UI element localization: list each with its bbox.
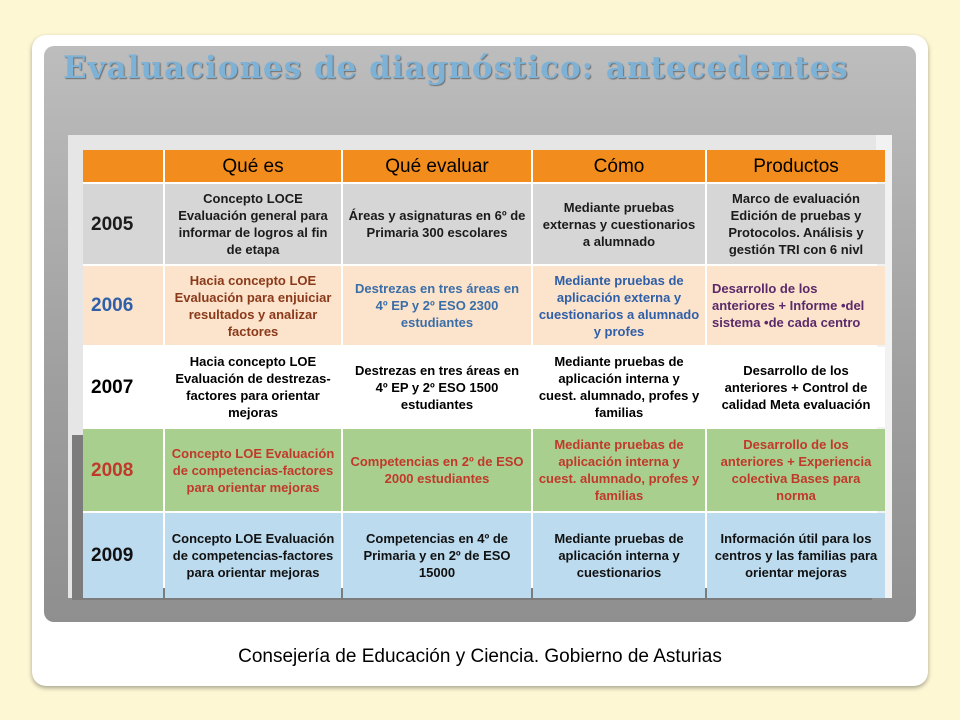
row-2009-year: 2009 <box>83 513 163 598</box>
header-cell-que-evaluar: Qué evaluar <box>343 150 531 182</box>
header-cell-productos: Productos <box>707 150 885 182</box>
evaluation-table <box>83 150 877 588</box>
row-2008-como: Mediante pruebas de aplicación interna y cuest. alumnado, profes y familias <box>533 429 705 511</box>
row-2006-que-evaluar: Destrezas en tres áreas en 4º EP y 2º ESO 2300 estudiantes <box>343 266 531 345</box>
row-2005-que-es: Concepto LOCE Evaluación general para informar de logros al fin de etapa <box>165 184 341 264</box>
row-2007-year: 2007 <box>83 347 163 427</box>
row-2005-que-evaluar: Áreas y asignaturas en 6º de Primaria 300 escolares <box>343 184 531 264</box>
row-2008-productos: Desarrollo de los anteriores + Experiencia colectiva Bases para norma <box>707 429 885 511</box>
header-cell-year <box>83 150 163 182</box>
row-2006-que-es: Hacia concepto LOE Evaluación para enjuiciar resultados y analizar factores <box>165 266 341 345</box>
row-2006-como: Mediante pruebas de aplicación externa y cuestionarios a alumnado y profes <box>533 266 705 345</box>
row-2009-que-evaluar: Competencias en 4º de Primaria y en 2º de ESO 15000 <box>343 513 531 598</box>
row-2009-como: Mediante pruebas de aplicación interna y cuestionarios <box>533 513 705 598</box>
row-2008-year: 2008 <box>83 429 163 511</box>
row-2008-que-evaluar: Competencias en 2º de ESO 2000 estudiantes <box>343 429 531 511</box>
row-2009-productos: Información útil para los centros y las familias para orientar mejoras <box>707 513 885 598</box>
header-cell-como: Cómo <box>533 150 705 182</box>
row-2007-productos: Desarrollo de los anteriores + Control de calidad Meta evaluación <box>707 347 885 427</box>
slide-title: Evaluaciones de diagnóstico: antecedentes <box>63 50 849 86</box>
header-cell-que-es: Qué es <box>165 150 341 182</box>
row-2005-como: Mediante pruebas externas y cuestionarios a alumnado <box>533 184 705 264</box>
row-2005-productos: Marco de evaluación Edición de pruebas y Protocolos. Análisis y gestión TRI con 6 nivl <box>707 184 885 264</box>
row-2007-como: Mediante pruebas de aplicación interna y cuest. alumnado, profes y familias <box>533 347 705 427</box>
row-2009-que-es: Concepto LOE Evaluación de competencias-factores para orientar mejoras <box>165 513 341 598</box>
row-2005-year: 2005 <box>83 184 163 264</box>
row-2007-que-es: Hacia concepto LOE Evaluación de destrezas-factores para orientar mejoras <box>165 347 341 427</box>
row-2008-que-es: Concepto LOE Evaluación de competencias-factores para orientar mejoras <box>165 429 341 511</box>
row-2006-year: 2006 <box>83 266 163 345</box>
row-2007-que-evaluar: Destrezas en tres áreas en 4º EP y 2º ESO 1500 estudiantes <box>343 347 531 427</box>
slide-footer: Consejería de Educación y Ciencia. Gobierno de Asturias <box>238 646 722 667</box>
row-2006-productos: Desarrollo de los anteriores + Informe •del sistema •de cada centro <box>707 266 885 345</box>
